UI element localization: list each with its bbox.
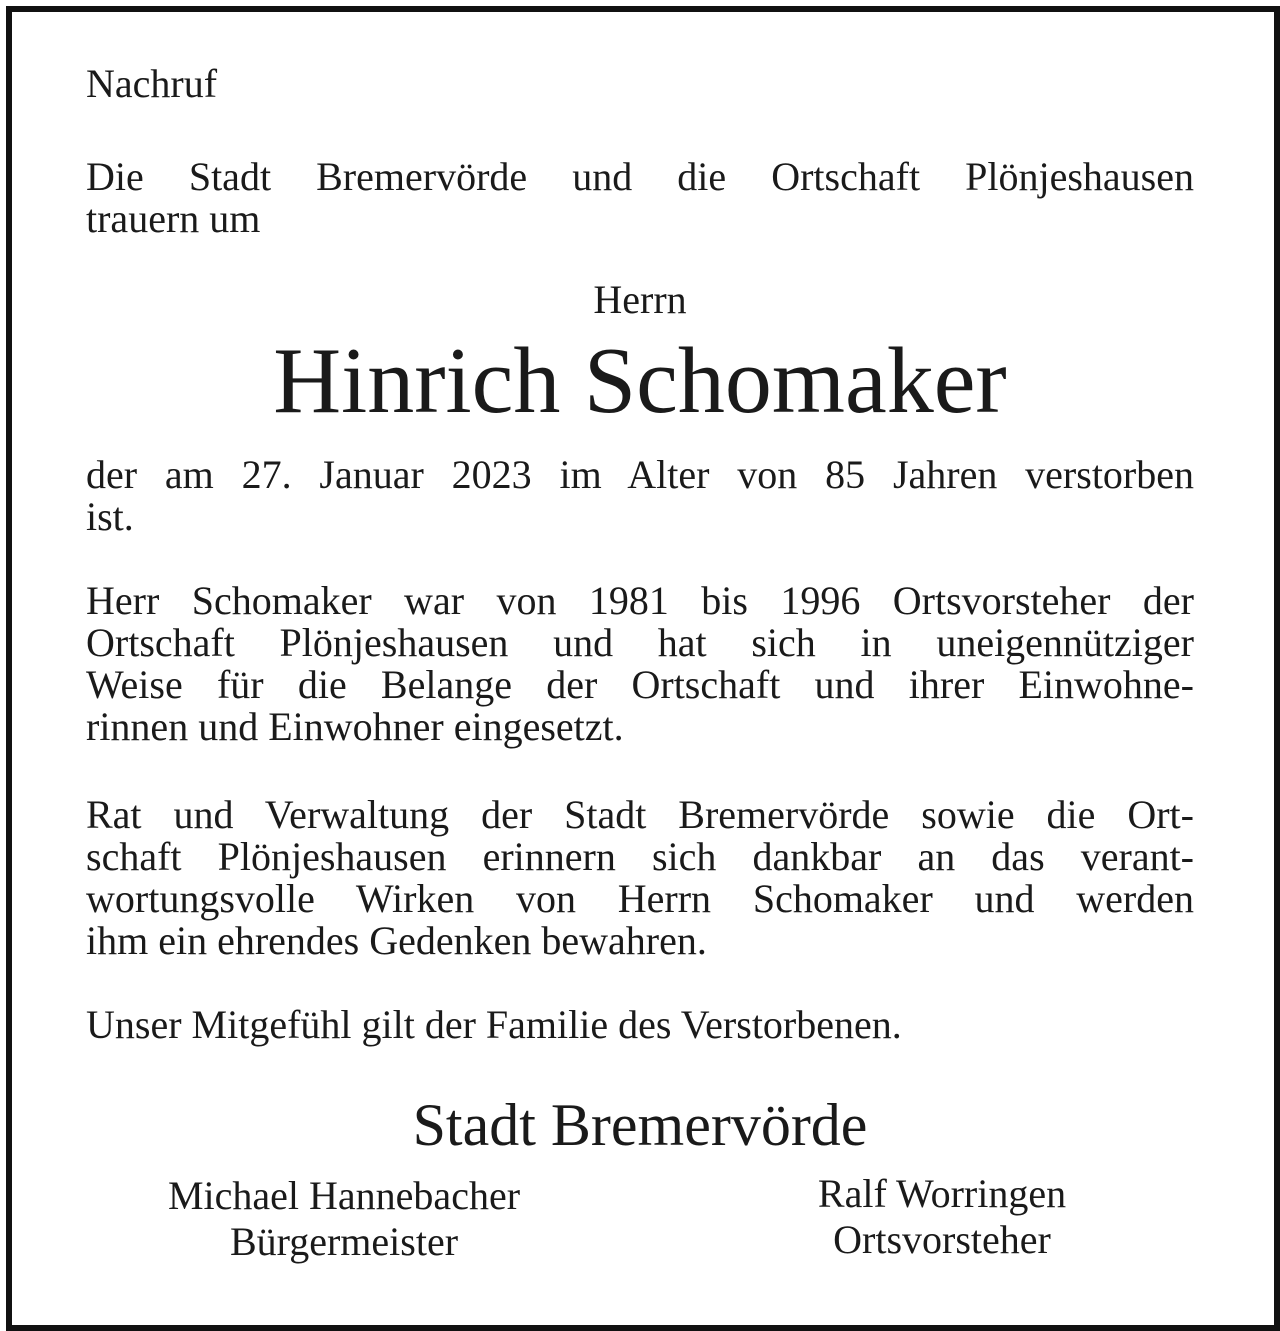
paragraph2-line: Rat und Verwaltung der Stadt Bremervörde sowie die Ort- [86,792,1194,837]
signatory-role: Bürgermeister [229,1219,459,1264]
signatory-name: Michael Hannebacher [167,1173,521,1218]
salutation: Herrn [593,277,687,322]
paragraph2-line: schaft Plönjeshausen erinnern sich dankbar an das verant- [86,834,1194,879]
paragraph2-line: wortungsvolle Wirken von Herrn Schomaker und werden [86,876,1194,921]
intro-line-2: trauern um [86,196,261,241]
signatory-role: Ortsvorsteher [833,1217,1051,1262]
deceased-name: Hinrich Schomaker [273,329,1007,433]
paragraph1-line: rinnen und Einwohner eingesetzt. [86,704,624,749]
paragraph1-line: Herr Schomaker war von 1981 bis 1996 Ortsvorsteher der [86,578,1194,623]
sympathy-line: Unser Mitgefühl gilt der Familie des Verstorbenen. [86,1002,902,1047]
paragraph2-line: ihm ein ehrendes Gedenken bewahren. [86,918,707,963]
death-line-2: ist. [86,494,134,539]
paragraph1-line: Ortschaft Plönjeshausen und hat sich in uneigennütziger [86,620,1194,665]
sender: Stadt Bremervörde [412,1092,868,1158]
intro-line-1: Die Stadt Bremervörde und die Ortschaft Plönjeshausen [86,154,1194,199]
signatory-name: Ralf Worringen [817,1171,1067,1216]
heading: Nachruf [86,61,218,106]
death-line-1: der am 27. Januar 2023 im Alter von 85 Jahren verstorben [86,452,1194,497]
paragraph1-line: Weise für die Belange der Ortschaft und ihrer Einwohne- [86,662,1194,707]
